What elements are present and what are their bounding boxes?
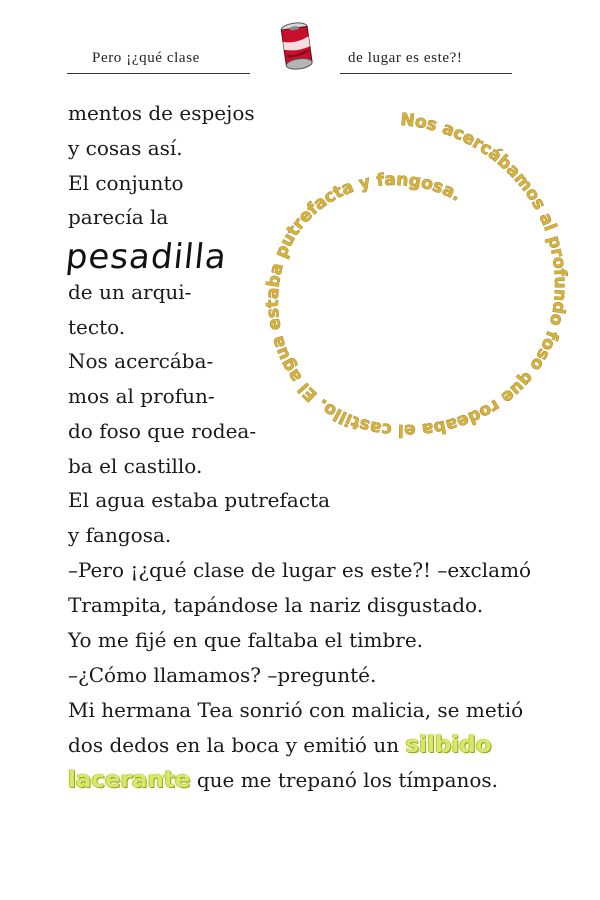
text-line: y cosas así.	[68, 136, 183, 160]
spiral-text-path: Nos acercábamos al profundo foso que rodeaba el castillo. El agua estaba putrefacta y fangosa.	[262, 109, 571, 441]
text-line	[68, 733, 492, 757]
text-line: do foso que rodea-	[68, 419, 257, 443]
header-rule-right	[340, 73, 512, 74]
text-line: y fangosa.	[68, 523, 172, 547]
text-line: mos al profun-	[68, 384, 215, 408]
text-segment: dos dedos en la boca y emitió un	[68, 733, 400, 757]
text-segment: que me trepanó los tímpanos.	[196, 768, 499, 792]
text-line: Trampita, tapándose la nariz disgustado.	[68, 593, 484, 617]
text-line: parecía la	[68, 205, 169, 229]
text-line	[68, 768, 498, 792]
header-rule-left	[67, 73, 250, 74]
text-line: El agua estaba putrefacta	[68, 488, 330, 512]
running-header-left: Pero ¡¿qué clase	[92, 50, 200, 66]
text-line: –¿Cómo llamamos? –pregunté.	[68, 663, 377, 687]
text-line: de un arqui-	[68, 280, 192, 304]
running-header-right: de lugar es este?!	[348, 50, 463, 66]
text-line: ba el castillo.	[68, 454, 203, 478]
text-line: mentos de espejos	[68, 101, 255, 125]
highlighted-word-pesadilla: pesadilla	[63, 237, 229, 277]
text-line: tecto.	[68, 315, 126, 339]
text-line: –Pero ¡¿qué clase de lugar es este?! –exclamó	[68, 558, 532, 582]
text-line: El conjunto	[68, 171, 184, 195]
text-line: Nos acercába-	[68, 349, 214, 373]
highlighted-word-silbido: silbido	[405, 732, 492, 758]
spiral-text-graphic	[240, 105, 580, 465]
text-line: Mi hermana Tea sonrió con malicia, se metió	[68, 698, 524, 722]
spiral-text	[263, 110, 570, 440]
highlighted-word-lacerante: lacerante	[68, 767, 191, 793]
text-line: Yo me fijé en que faltaba el timbre.	[68, 628, 424, 652]
soda-can-icon	[272, 18, 322, 78]
